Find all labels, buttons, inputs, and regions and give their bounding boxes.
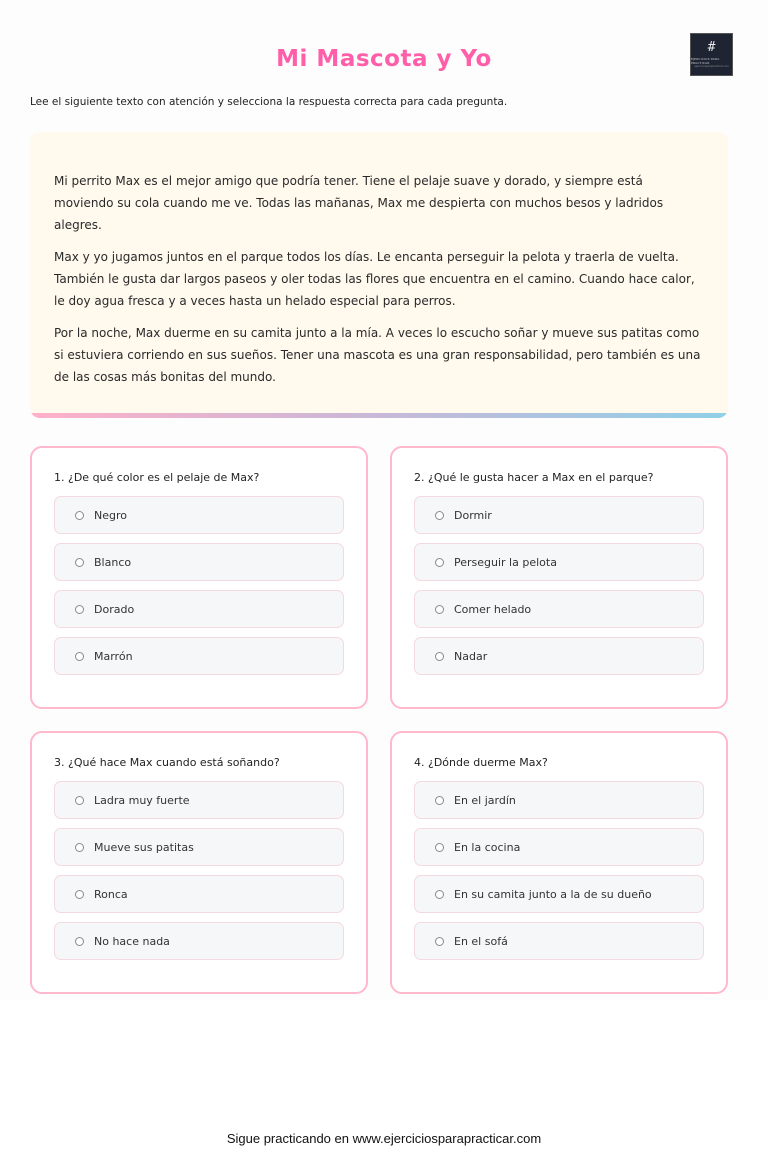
page-title: Mi Mascota y Yo <box>276 46 492 72</box>
answer-option-label: Nadar <box>454 649 488 663</box>
question-card-2 <box>390 446 728 709</box>
answer-option-label: Mueve sus patitas <box>94 840 194 854</box>
answer-option[interactable] <box>414 781 704 819</box>
reading-paragraph-1: Mi perrito Max es el mejor amigo que podría tener. Tiene el pelaje suave y dorado, y siempre está moviendo su cola cuando me ve. Todas las mañanas, Max me despierta con muchos besos y ladridos alegres. <box>54 174 664 232</box>
answer-option-label: No hace nada <box>94 934 170 948</box>
question-text: 2. ¿Qué le gusta hacer a Max en el parque? <box>414 471 654 484</box>
footer-text: Sigue practicando en www.ejerciciosparapracticar.com <box>226 1131 542 1146</box>
answer-option[interactable] <box>414 828 704 866</box>
reading-paragraph-2: Max y yo jugamos juntos en el parque todos los días. Le encanta perseguir la pelota y traerla de vuelta. También le gusta dar largos paseos y oler todas las flores que encuentra en el camino. Cuando hace calor, le doy agua fresca y a veces hasta un helado especial para perros. <box>54 250 695 308</box>
question-card-4 <box>390 731 728 994</box>
radio-icon[interactable] <box>75 652 84 661</box>
answer-option[interactable] <box>54 875 344 913</box>
question-text: 1. ¿De qué color es el pelaje de Max? <box>54 471 260 484</box>
radio-icon[interactable] <box>75 796 84 805</box>
logo-text-line2: ejerciciosparapracticar.com <box>694 65 729 68</box>
instructions-text: Lee el siguiente texto con atención y selecciona la respuesta correcta para cada pregunta. <box>30 96 508 108</box>
answer-option[interactable] <box>54 496 344 534</box>
question-text: 3. ¿Qué hace Max cuando está soñando? <box>54 756 280 769</box>
answer-option-label: Dorado <box>94 602 135 616</box>
logo-text-line1: EJERCICIOS PARA PRACTICAR <box>691 57 720 65</box>
answer-option-label: Dormir <box>454 508 492 522</box>
answer-option[interactable] <box>414 543 704 581</box>
answer-option[interactable] <box>414 637 704 675</box>
answer-option[interactable] <box>54 543 344 581</box>
answer-option-label: Blanco <box>94 555 132 569</box>
question-text: 4. ¿Dónde duerme Max? <box>414 756 548 769</box>
answer-option-label: En el jardín <box>454 793 516 807</box>
answer-option-label: Marrón <box>94 649 133 663</box>
radio-icon[interactable] <box>75 843 84 852</box>
grid-hash-logo-icon: # <box>707 40 716 55</box>
question-card-3 <box>30 731 368 994</box>
answer-option-label: Ronca <box>94 887 128 901</box>
answer-option-label: Perseguir la pelota <box>454 555 557 569</box>
radio-icon[interactable] <box>435 652 444 661</box>
radio-icon[interactable] <box>435 605 444 614</box>
radio-icon[interactable] <box>75 890 84 899</box>
reading-passage <box>30 132 728 418</box>
answer-option[interactable] <box>54 590 344 628</box>
answer-option-label: En su camita junto a la de su dueño <box>454 887 652 901</box>
radio-icon[interactable] <box>435 558 444 567</box>
answer-option-label: Comer helado <box>454 602 532 616</box>
radio-icon[interactable] <box>435 511 444 520</box>
reading-accent-bar <box>30 413 728 418</box>
radio-icon[interactable] <box>75 558 84 567</box>
answer-option[interactable] <box>414 590 704 628</box>
question-card-1 <box>30 446 368 709</box>
radio-icon[interactable] <box>435 796 444 805</box>
answer-option[interactable] <box>414 922 704 960</box>
answer-option[interactable] <box>54 637 344 675</box>
radio-icon[interactable] <box>435 890 444 899</box>
answer-option-label: En el sofá <box>454 934 508 948</box>
radio-icon[interactable] <box>75 511 84 520</box>
answer-option[interactable] <box>54 922 344 960</box>
radio-icon[interactable] <box>75 605 84 614</box>
answer-option-label: En la cocina <box>454 840 521 854</box>
answer-option-label: Negro <box>94 508 127 522</box>
radio-icon[interactable] <box>75 937 84 946</box>
reading-paragraph-3: Por la noche, Max duerme en su camita junto a la mía. A veces lo escucho soñar y mueve sus patitas como si estuviera corriendo en sus sueños. Tener una mascota es una gran responsabilidad, pero también es una de las cosas más bonitas del mundo. <box>54 326 701 384</box>
answer-option[interactable] <box>414 496 704 534</box>
radio-icon[interactable] <box>435 843 444 852</box>
answer-option-label: Ladra muy fuerte <box>94 793 190 807</box>
answer-option[interactable] <box>54 828 344 866</box>
radio-icon[interactable] <box>435 937 444 946</box>
answer-option[interactable] <box>414 875 704 913</box>
answer-option[interactable] <box>54 781 344 819</box>
